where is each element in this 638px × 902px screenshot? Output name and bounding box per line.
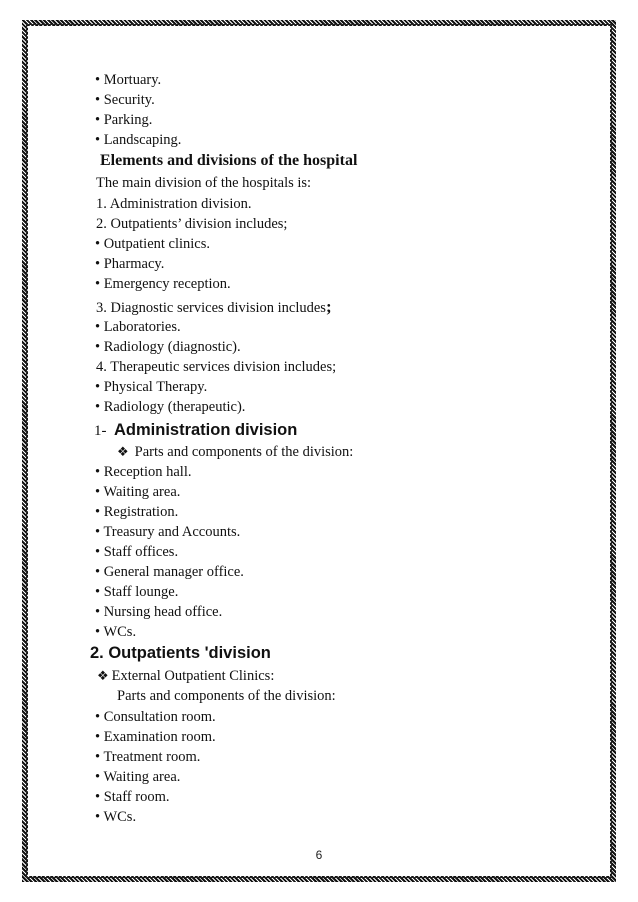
list-item: • Physical Therapy. [95,379,207,396]
list-item: • Registration. [95,504,178,521]
list-item: • Waiting area. [95,769,180,786]
list-item: • Consultation room. [95,709,216,726]
list-item: • Staff lounge. [95,584,178,601]
outpatients-parts-label: Parts and components of the division: [117,688,336,704]
list-item: • Staff room. [95,789,169,806]
list-item: • Treatment room. [95,749,200,766]
list-item: • Nursing head office. [95,604,222,621]
numbered-item-3: 3. Diagnostic services division includes; [96,297,332,316]
diamond-bullet-icon: ❖ [97,669,109,684]
list-item: • Radiology (diagnostic). [95,339,241,356]
list-item: • Examination room. [95,729,216,746]
admin-parts-label: ❖ Parts and components of the division: [117,444,354,460]
list-item: • Security. [95,92,155,109]
list-item: • Landscaping. [95,132,181,149]
list-item: • Pharmacy. [95,256,164,273]
list-item: • General manager office. [95,564,244,581]
section-heading-outpatients: 2. Outpatients 'division [90,644,271,662]
diamond-bullet-icon: ❖ [117,445,129,460]
list-item: • WCs. [95,809,136,826]
list-item: • Parking. [95,112,152,129]
list-item: • Laboratories. [95,319,181,336]
numbered-item-1: 1. Administration division. [96,196,252,212]
list-item: • Emergency reception. [95,276,231,293]
paragraph-intro: The main division of the hospitals is: [96,175,312,191]
section-heading-administration: 1- Administration division [94,421,298,439]
list-item: • Treasury and Accounts. [95,524,240,541]
numbered-item-2: 2. Outpatients’ division includes; [96,216,288,232]
list-item: • WCs. [95,624,136,641]
page-number: 6 [315,848,323,862]
numbered-item-4: 4. Therapeutic services division includes; [96,359,337,375]
list-item: • Mortuary. [95,72,161,89]
list-item: • Staff offices. [95,544,178,561]
list-item: • Reception hall. [95,464,191,481]
list-item: • Radiology (therapeutic). [95,399,245,416]
list-item: • Waiting area. [95,484,180,501]
list-item: • Outpatient clinics. [95,236,210,253]
section-heading-elements: Elements and divisions of the hospital [100,152,358,169]
external-clinics-label: ❖ External Outpatient Clinics: [97,668,275,684]
